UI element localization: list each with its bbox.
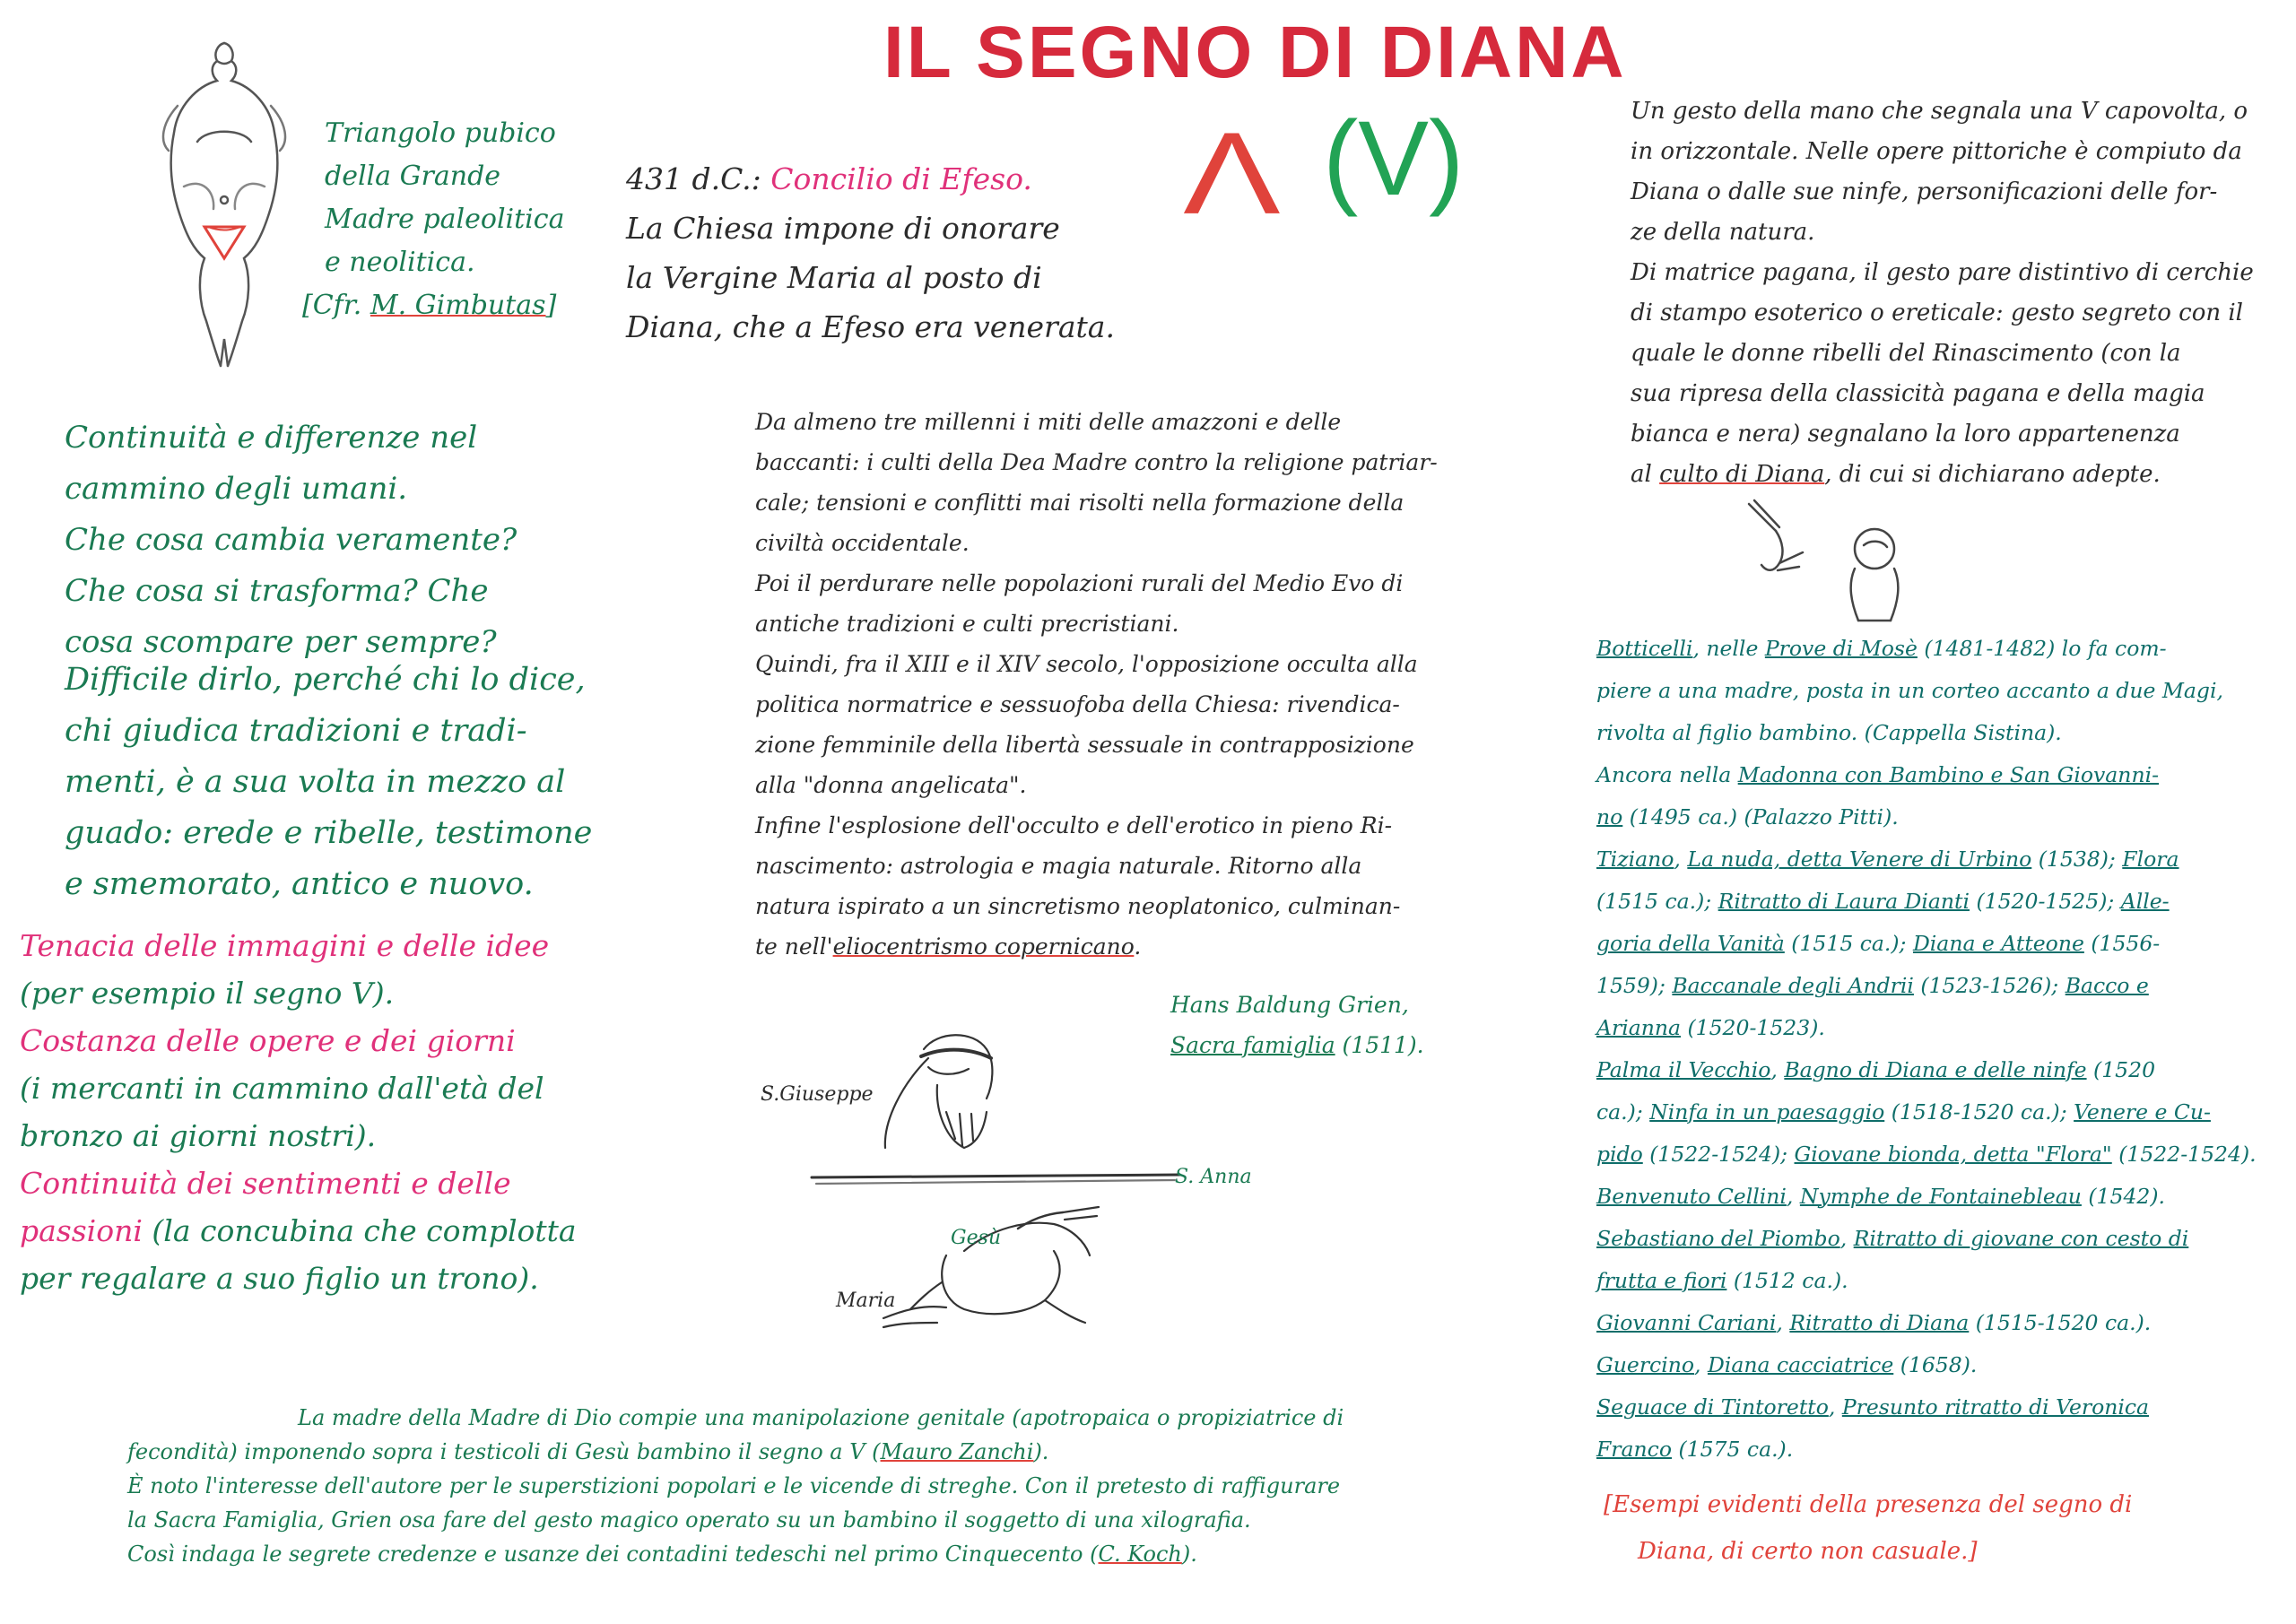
ephesus-line: la Vergine Maria al posto di [626, 260, 1042, 295]
persistence-line: (per esempio il segno V). [20, 976, 395, 1011]
commentary-prefix: fecondità) imponendo sopra i testicoli di Gesù bambino il segno a V ( [127, 1439, 881, 1464]
example-underlined-text: frutta e fiori [1596, 1268, 1727, 1293]
example-line [1596, 1344, 2257, 1386]
history-line: antiche tradizioni e culti precristiani. [755, 611, 1179, 637]
example-line [1596, 881, 2257, 923]
bottom-commentary [127, 1401, 1344, 1571]
venus-caption-line: Madre paleolitica [325, 204, 565, 235]
history-line: cale; tensioni e conflitti mai risolti nella formazione della [755, 490, 1405, 516]
example-text: rivolta al figlio bambino. (Cappella Sistina). [1596, 720, 2062, 745]
example-underlined-text: Seguace di Tintoretto [1596, 1394, 1829, 1420]
example-underlined-text: Flora [2122, 847, 2179, 872]
page-title: IL SEGNO DI DIANA [883, 12, 1627, 93]
difficult-line: chi giudica tradizioni e tradi- [65, 713, 527, 749]
v-sign-label: (V) [1323, 100, 1465, 218]
commentary-line: la Sacra Famiglia, Grien osa fare del gesto magico operato su un bambino il soggetto di una xilografia. [127, 1507, 1251, 1533]
example-line [1596, 754, 2257, 796]
example-underlined-text: Alle- [2120, 889, 2170, 914]
example-underlined-text: Ritratto di giovane con cesto di [1853, 1226, 2189, 1251]
history-line: Infine l'esplosione dell'occulto e dell'erotico in pieno Ri- [755, 812, 1393, 838]
commentary-line: È noto l'interesse dell'autore per le superstizioni popolari e le vicende di streghe. Con il pretesto di raffigurare [127, 1473, 1341, 1498]
example-text: (1481-1482) lo fa com- [1917, 636, 2167, 661]
persistence-line [20, 1207, 577, 1255]
copernican-link: eliocentrismo copernicano [832, 934, 1135, 960]
history-line: natura ispirato a un sincretismo neoplatonico, culminan- [755, 893, 1401, 919]
ephesus-line: Diana, che a Efeso era venerata. [626, 309, 1115, 344]
artwork-title-line [1170, 1025, 1424, 1065]
example-line [1596, 1133, 2257, 1176]
example-line [1596, 1302, 2257, 1344]
difficult-line: menti, è a sua volta in mezzo al [65, 764, 566, 800]
example-line [1596, 838, 2257, 881]
zanchi-link: Mauro Zanchi [880, 1439, 1034, 1464]
example-text: , [1839, 1226, 1854, 1251]
ephesus-heading [626, 154, 1115, 204]
example-underlined-text: Tiziano [1596, 847, 1674, 872]
diana-cult-link: culto di Diana [1659, 461, 1825, 488]
example-text: , [1674, 847, 1688, 872]
example-underlined-text: Ritratto di Laura Dianti [1718, 889, 1970, 914]
label-maria: Maria [836, 1290, 896, 1312]
example-line [1596, 1429, 2257, 1471]
example-underlined-text: Arianna [1596, 1015, 1682, 1040]
gesture-description [1631, 91, 2254, 495]
question-line: Continuità e differenze nel [65, 420, 478, 456]
ephesus-date: 431 d.C.: [626, 161, 771, 196]
artwork-credit [1170, 985, 1424, 1065]
sacra-famiglia-link: Sacra famiglia [1170, 1032, 1335, 1058]
example-underlined-text: Prove di Mosè [1764, 636, 1918, 661]
artwork-date: (1511). [1335, 1032, 1424, 1058]
example-text: (1522-1524). [2111, 1142, 2257, 1167]
venus-caption-line: e neolitica. [325, 247, 475, 278]
example-text: (1520-1523). [1681, 1015, 1825, 1040]
question-line: Che cosa si trasforma? Che [65, 573, 489, 609]
example-line [1596, 1218, 2257, 1260]
venus-caption-line: Triangolo pubico [325, 117, 556, 149]
history-line: Da almeno tre millenni i miti delle amazzoni e delle [755, 409, 1342, 435]
ephesus-council: Concilio di Efeso. [770, 161, 1032, 196]
example-underlined-text: Venere e Cu- [2074, 1099, 2211, 1125]
difficult-paragraph [65, 655, 592, 910]
commentary-line [127, 1435, 1344, 1469]
hand-gesture-sketch [1740, 495, 1919, 630]
example-line [1596, 796, 2257, 838]
history-last-line [755, 926, 1438, 967]
example-text: (1518-1520 ca.); [1884, 1099, 2074, 1125]
example-underlined-text: Palma il Vecchio [1596, 1057, 1771, 1082]
gesture-line: ze della natura. [1631, 219, 1815, 246]
persistence-line: per regalare a suo figlio un trono). [20, 1261, 539, 1296]
example-underlined-text: Baccanale degli Andrii [1672, 973, 1914, 998]
example-underlined-text: Guercino [1596, 1352, 1695, 1377]
venus-caption [302, 112, 565, 327]
example-text: (1522-1524); [1642, 1142, 1795, 1167]
gesture-last-suffix: , di cui si dichiarano adepte. [1824, 461, 2161, 488]
gesture-line: in orizzontale. Nelle opere pittoriche è compiuto da [1631, 138, 2242, 165]
example-line [1596, 923, 2257, 965]
history-line: civiltà occidentale. [755, 530, 970, 556]
chevron-sign-icon: Λ [1183, 108, 1281, 239]
example-text: , [1694, 1352, 1708, 1377]
gesture-last-line [1631, 455, 2254, 495]
continuity-questions [65, 413, 517, 668]
label-gesu: Gesù [951, 1227, 1002, 1249]
example-text: (1658). [1893, 1352, 1978, 1377]
gimbutas-reference [302, 284, 564, 327]
example-underlined-text: Benvenuto Cellini [1596, 1184, 1787, 1209]
persistence-line: Costanza delle opere e dei giorni [20, 1023, 516, 1058]
conclusion-line: Diana, di certo non casuale.] [1638, 1538, 1978, 1565]
example-underlined-text: La nuda, detta Venere di Urbino [1687, 847, 2032, 872]
question-line: Che cosa cambia veramente? [65, 522, 517, 558]
ref-author: M. Gimbutas [370, 290, 546, 321]
gesture-line: Un gesto della mano che segnala una V capovolta, o [1631, 98, 2248, 125]
commentary-prefix: Così indaga le segrete credenze e usanze dei contadini tedeschi nel primo Cinquecento ( [127, 1541, 1099, 1567]
example-underlined-text: Giovanni Cariani [1596, 1310, 1777, 1335]
history-line: Poi il perdurare nelle popolazioni rurali del Medio Evo di [755, 570, 1404, 596]
conclusion-line: [Esempi evidenti della presenza del segno di [1604, 1491, 2133, 1518]
history-line: alla "donna angelicata". [755, 772, 1027, 798]
commentary-line: La madre della Madre di Dio compie una manipolazione genitale (apotropaica o propiziatrice di [298, 1405, 1344, 1430]
ephesus-line: La Chiesa impone di onorare [626, 211, 1060, 246]
example-line [1596, 1007, 2257, 1049]
example-underlined-text: Franco [1596, 1437, 1672, 1462]
artist-name: Hans Baldung Grien, [1170, 992, 1409, 1018]
koch-link: C. Koch [1098, 1541, 1182, 1567]
history-line: politica normatrice e sessuofoba della Chiesa: rivendica- [755, 691, 1400, 717]
example-line [1596, 965, 2257, 1007]
ephesus-note [626, 154, 1115, 352]
example-line [1596, 670, 2257, 712]
example-text: (1556- [2083, 931, 2161, 956]
ref-suffix: ] [545, 290, 557, 321]
gesture-last-prefix: al [1631, 461, 1660, 488]
example-underlined-text: Giovane bionda, detta "Flora" [1794, 1142, 2112, 1167]
example-text: (1512 ca.). [1726, 1268, 1848, 1293]
label-giuseppe: S.Giuseppe [761, 1083, 874, 1106]
history-line: Quindi, fra il XIII e il XIV secolo, l'opposizione occulta alla [755, 651, 1418, 677]
example-line [1596, 1091, 2257, 1133]
example-underlined-text: no [1596, 804, 1623, 829]
example-underlined-text: Sebastiano del Piombo [1596, 1226, 1840, 1251]
gesture-line: bianca e nera) segnalano la loro appartenenza [1631, 421, 2180, 447]
example-text: (1538); [2031, 847, 2123, 872]
example-underlined-text: Ritratto di Diana [1789, 1310, 1970, 1335]
example-underlined-text: Nymphe de Fontainebleau [1799, 1184, 2082, 1209]
example-text: (1520-1525); [1970, 889, 2121, 914]
persistence-list [20, 922, 577, 1302]
difficult-line: Difficile dirlo, perché chi lo dice, [65, 662, 586, 698]
venus-figurine-drawing [135, 34, 314, 375]
difficult-line: e smemorato, antico e nuovo. [65, 866, 534, 902]
history-line: nascimento: astrologia e magia naturale. Ritorno alla [755, 853, 1362, 879]
example-text: (1515 ca.); [1596, 889, 1718, 914]
persistence-line: Tenacia delle immagini e delle idee [20, 928, 550, 963]
conclusion-note [1604, 1481, 2132, 1575]
gesture-line: Di matrice pagana, il gesto pare distintivo di cerchie [1631, 259, 2254, 286]
example-line [1596, 1176, 2257, 1218]
example-underlined-text: Bagno di Diana e delle ninfe [1784, 1057, 2087, 1082]
example-underlined-text: Botticelli [1596, 636, 1693, 661]
example-underlined-text: pido [1596, 1142, 1643, 1167]
gesture-line: di stampo esoterico o ereticale: gesto segreto con il [1631, 300, 2243, 326]
example-text: , [1770, 1057, 1785, 1082]
example-line [1596, 628, 2257, 670]
example-underlined-text: goria della Vanità [1596, 931, 1785, 956]
example-text: piere a una madre, posta in un corteo accanto a due Magi, [1596, 678, 2223, 703]
persistence-line: (i mercanti in cammino dall'età del [20, 1071, 544, 1106]
persistence-line: Continuità dei sentimenti e delle [20, 1166, 511, 1201]
example-text: 1559); [1596, 973, 1673, 998]
example-text: (1515-1520 ca.). [1969, 1310, 2152, 1335]
example-line [1596, 1260, 2257, 1302]
example-line [1596, 1386, 2257, 1429]
history-last-suffix: . [1134, 934, 1142, 960]
example-text: (1542). [2081, 1184, 2165, 1209]
example-text: (1515 ca.); [1784, 931, 1913, 956]
question-line: cammino degli umani. [65, 471, 408, 507]
example-text: , nelle [1692, 636, 1765, 661]
example-underlined-text: Bacco e [2065, 973, 2149, 998]
label-anna: S. Anna [1175, 1166, 1252, 1188]
example-text: , [1776, 1310, 1790, 1335]
persistence-line: bronzo ai giorni nostri). [20, 1118, 377, 1153]
commentary-suffix: ). [1033, 1439, 1049, 1464]
example-text: , [1786, 1184, 1800, 1209]
gesture-line: quale le donne ribelli del Rinascimento (con la [1631, 340, 2181, 367]
example-text: (1520 [2086, 1057, 2156, 1082]
gesture-line: Diana o dalle sue ninfe, personificazioni delle for- [1631, 178, 2218, 205]
example-text: Ancora nella [1596, 762, 1738, 787]
venus-caption-line: della Grande [325, 161, 501, 192]
example-text: ca.); [1596, 1099, 1650, 1125]
example-text: , [1828, 1394, 1842, 1420]
ref-prefix: [Cfr. [302, 290, 370, 321]
persistence-passioni: passioni [20, 1213, 143, 1248]
commentary-suffix: ). [1181, 1541, 1197, 1567]
example-underlined-text: Diana cacciatrice [1707, 1352, 1894, 1377]
center-history-text [755, 402, 1438, 967]
example-text: (1575 ca.). [1672, 1437, 1794, 1462]
example-line [1596, 1049, 2257, 1091]
commentary-line [127, 1537, 1344, 1571]
difficult-line: guado: erede e ribelle, testimone [65, 815, 593, 851]
question-line: cosa scompare per sempre? [65, 624, 497, 660]
example-line [1596, 712, 2257, 754]
holy-family-woodcut-sketch [803, 1013, 1224, 1372]
example-underlined-text: Madonna con Bambino e San Giovanni- [1737, 762, 2160, 787]
history-line: baccanti: i culti della Dea Madre contro la religione patriar- [755, 449, 1438, 475]
example-underlined-text: Ninfa in un paesaggio [1649, 1099, 1885, 1125]
persistence-passioni-tail: (la concubina che complotta [142, 1213, 577, 1248]
history-line: zione femminile della libertà sessuale in contrapposizione [755, 732, 1414, 758]
example-text: (1523-1526); [1913, 973, 2066, 998]
artwork-examples-list [1596, 628, 2257, 1471]
gesture-line: sua ripresa della classicità pagana e della magia [1631, 380, 2205, 407]
example-underlined-text: Diana e Atteone [1912, 931, 2084, 956]
example-underlined-text: Presunto ritratto di Veronica [1841, 1394, 2150, 1420]
history-last-prefix: te nell' [755, 934, 833, 960]
example-text: (1495 ca.) (Palazzo Pitti). [1622, 804, 1899, 829]
